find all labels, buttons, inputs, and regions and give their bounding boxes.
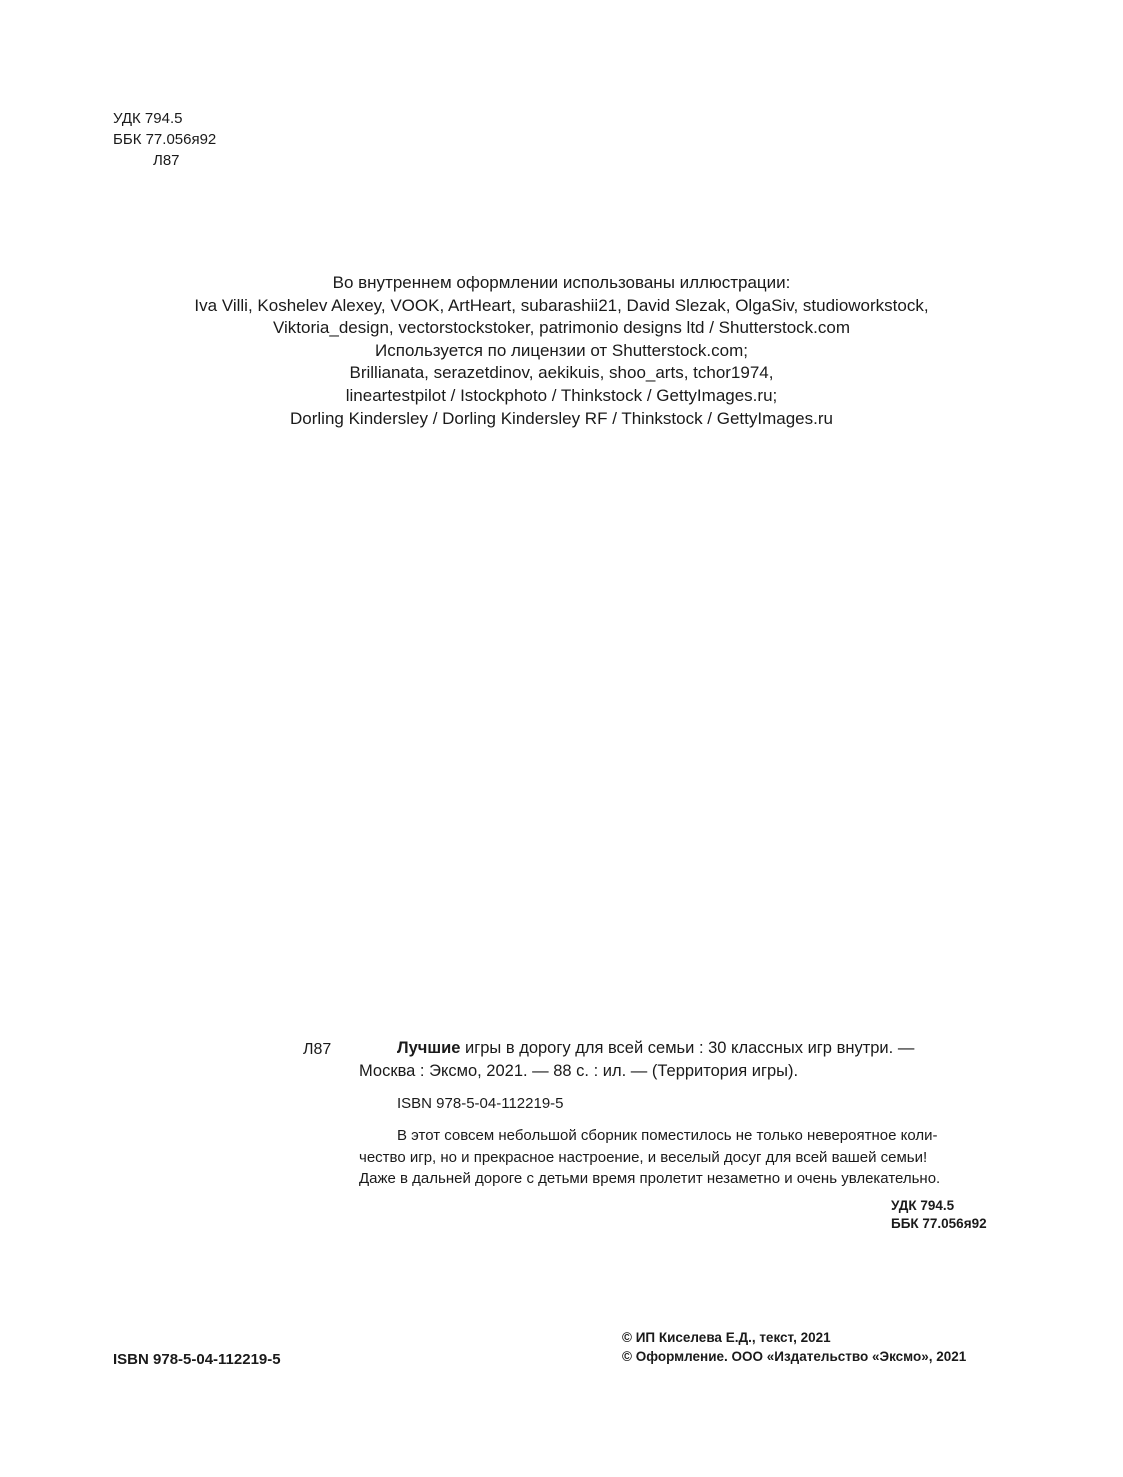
bibliographic-record [0, 1037, 1123, 1297]
biblio-author-mark: Л87 [303, 1041, 332, 1058]
annotation-line: В этот совсем небольшой сборник поместилось не только невероятное коли- [397, 1127, 938, 1144]
biblio-bbk: ББК 77.056я92 [891, 1216, 987, 1231]
copyright-text: © ИП Киселева Е.Д., текст, 2021 [622, 1330, 831, 1345]
credits-line: Iva Villi, Koshelev Alexey, VOOK, ArtHeart, subarashii21, David Slezak, OlgaSiv, studioworkstock, [194, 295, 929, 315]
copyright-block [622, 1329, 966, 1366]
annotation-line: Даже в дальней дороге с детьми время пролетит незаметно и очень увлекательно. [359, 1170, 941, 1187]
biblio-entry [359, 1037, 1011, 1083]
annotation-line: чество игр, но и прекрасное настроение, и веселый досуг для всей вашей семьи! [359, 1148, 928, 1166]
biblio-imprint: Москва : Эксмо, 2021. — 88 с. : ил. — (Территория игры). [359, 1062, 799, 1080]
biblio-annotation [359, 1125, 1011, 1190]
credits-line: Brillianata, serazetdinov, aekikuis, shoo_arts, tchor1974, [349, 363, 774, 383]
credits-line: Используется по лицензии от Shutterstock.com; [375, 340, 748, 360]
biblio-title-rest: игры в дорогу для всей семьи : 30 классных игр внутри. — [460, 1039, 915, 1057]
credits-line: Viktoria_design, vectorstockstoker, patrimonio designs ltd / Shutterstock.com [272, 318, 850, 338]
credits-line: Во внутреннем оформлении использованы иллюстрации: [332, 273, 791, 292]
udc-code: УДК 794.5 [113, 110, 183, 127]
biblio-udc: УДК 794.5 [891, 1198, 955, 1213]
author-mark: Л87 [153, 152, 180, 169]
biblio-title-line [359, 1037, 1011, 1060]
bbk-code: ББК 77.056я92 [113, 131, 217, 148]
classification-block [113, 108, 216, 171]
biblio-title-bold: Лучшие [397, 1039, 461, 1057]
biblio-classification [891, 1197, 987, 1233]
credits-line: Dorling Kindersley / Dorling Kindersley RF / Thinkstock / GettyImages.ru [290, 408, 833, 428]
footer-isbn: ISBN 978-5-04-112219-5 [113, 1351, 281, 1368]
biblio-isbn: ISBN 978-5-04-112219-5 [397, 1095, 564, 1112]
credits-line: lineartestpilot / Istockphoto / Thinkstock / GettyImages.ru; [345, 385, 778, 405]
copyright-design: © Оформление. ООО «Издательство «Эксмо», 2021 [622, 1348, 967, 1364]
illustration-credits [0, 272, 1123, 430]
